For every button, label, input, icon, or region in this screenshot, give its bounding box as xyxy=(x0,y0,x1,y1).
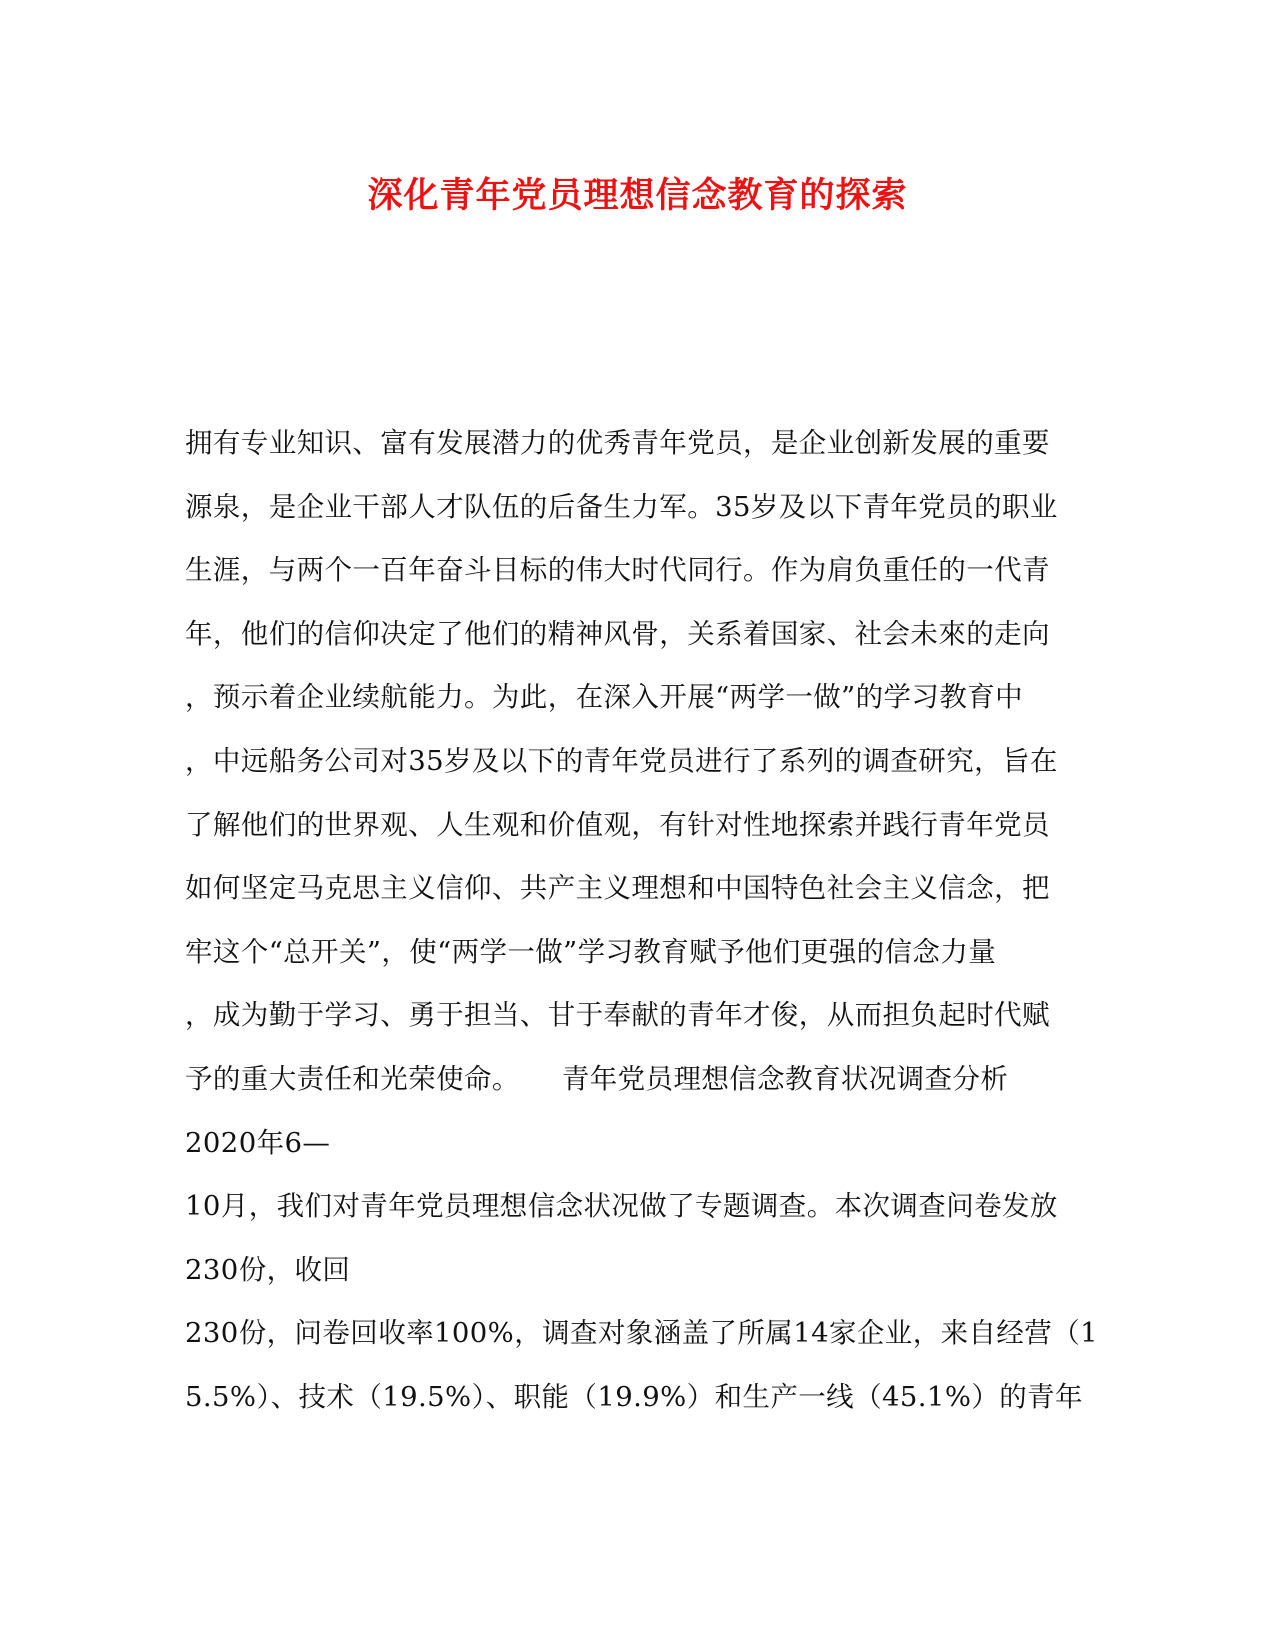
body-line: 2020年6— xyxy=(185,1126,331,1159)
body-line: 230份，收回 xyxy=(185,1253,351,1286)
body-line: 拥有专业知识、富有发展潜力的优秀青年党员，是企业创新发展的重要 xyxy=(185,427,1050,459)
body-line: 予的重大责任和光荣使命。 青年党员理想信念教育状况调查分析 xyxy=(185,1062,1009,1095)
body-line: ，预示着企业续航能力。为此，在深入开展“两学一做”的学习教育中 xyxy=(185,681,1024,714)
document-body xyxy=(185,412,1098,1430)
body-line: ，中远船务公司对35岁及以下的青年党员进行了系列的调查研究，旨在 xyxy=(185,744,1058,777)
body-line: 牢这个“总开关”，使“两学一做”学习教育赋予他们更强的信念力量 xyxy=(185,935,997,968)
body-line: 10月，我们对青年党员理想信念状况做了专题调查。本次调查问卷发放 xyxy=(185,1190,1058,1223)
body-line: 源泉，是企业干部人才队伍的后备生力军。35岁及以下青年党员的职业 xyxy=(185,490,1058,523)
body-line: ，成为勤于学习、勇于担当、甘于奉献的青年才俊，从而担负起时代赋 xyxy=(185,999,1050,1032)
body-line: 了解他们的世界观、人生观和价值观，有针对性地探索并践行青年党员 xyxy=(185,808,1050,841)
document-title: 深化青年党员理想信念教育的探索 xyxy=(367,175,908,216)
body-line: 230份，问卷回收率100%，调查对象涵盖了所属14家企业，来自经营（1 xyxy=(185,1317,1098,1350)
body-line: 如何坚定马克思主义信仰、共产主义理想和中国特色社会主义信念，把 xyxy=(185,872,1050,905)
body-line: 生涯，与两个一百年奋斗目标的伟大时代同行。作为肩负重任的一代青 xyxy=(185,554,1050,587)
body-line: 5.5%）、技术（19.5%）、职能（19.9%）和生产一线（45.1%）的青年 xyxy=(185,1380,1083,1413)
body-line: 年，他们的信仰决定了他们的精神风骨，关系着国家、社会未來的走向 xyxy=(185,617,1050,650)
